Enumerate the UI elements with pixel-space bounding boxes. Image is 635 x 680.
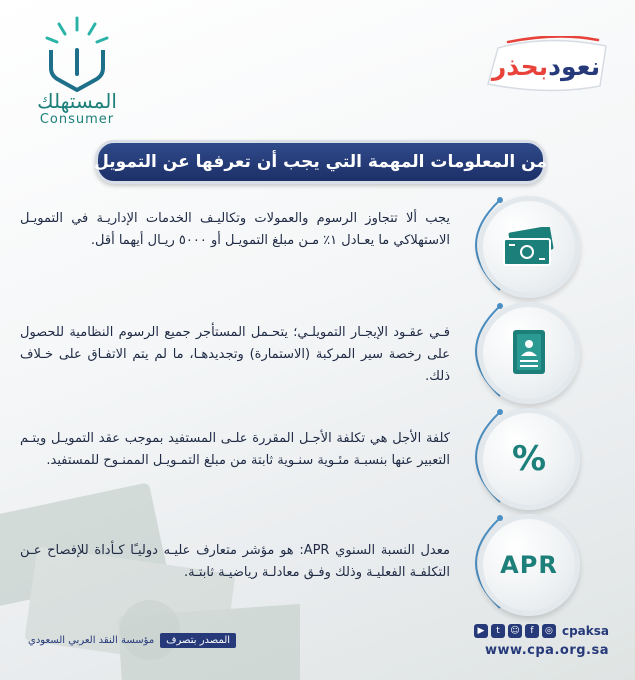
money-icon-circle <box>478 196 580 298</box>
twitter-icon[interactable]: t <box>491 624 505 638</box>
document-icon-circle <box>478 302 580 404</box>
source-credit <box>22 630 236 650</box>
snapchat-icon[interactable]: ☺ <box>508 624 522 638</box>
campaign-word-2: بحذر <box>491 51 549 81</box>
percent-icon: % <box>511 439 547 479</box>
consumer-emblem-icon <box>37 14 117 94</box>
title-banner <box>95 140 546 184</box>
item-text-1: يجب ألا تتجاوز الرسوم والعمولات وتكاليـف الخدمات الإداريـة في التمويـل الاستهلاكي ما يعـادل ١٪ مـن مبلغ التمويـل أو ٥٠٠٠ ريـال أيهما أقل. <box>20 211 450 248</box>
social-links <box>474 622 609 640</box>
consumer-english-name: Consumer <box>39 112 115 127</box>
social-handle[interactable]: cpaksa <box>561 624 609 638</box>
source-label: المصدر بتصرف <box>160 633 236 648</box>
instagram-icon[interactable]: ◎ <box>542 624 556 638</box>
source-organization: مؤسسة النقد العربي السعودي <box>28 634 155 646</box>
youtube-icon[interactable]: ▶ <box>474 624 488 638</box>
consumer-arabic-name: المستهلك <box>37 89 117 113</box>
document-icon <box>509 328 549 378</box>
campaign-wordmark <box>484 46 608 86</box>
apr-icon-circle <box>478 514 580 616</box>
money-icon <box>502 227 556 267</box>
website-link[interactable]: www.cpa.org.sa <box>485 643 609 658</box>
campaign-logo <box>478 36 613 94</box>
percent-icon-circle <box>478 408 580 510</box>
apr-icon: APR <box>500 551 558 579</box>
facebook-icon[interactable]: f <box>525 624 539 638</box>
campaign-word-1: نعود <box>548 51 601 81</box>
item-text-3: كلفة الأجل هي تكلفة الأجـل المقررة علـى المستفيد بموجب عقد التمويـل ويتـم التعبير عنها بنسبـة مئـوية سنـوية ثابتة من مبلغ التمـويـل الممنـوح للمستفيد. <box>20 431 450 468</box>
page-title: من المعلومات المهمة التي يجب أن تعرفها عن التمويل <box>94 152 547 172</box>
consumer-logo <box>22 14 132 127</box>
item-text-4: معدل النسبة السنوي APR: هو مؤشر متعارف عليـه دوليـًا كـأداة للإفصاح عـن التكلفـة الفعليـة وذلك وفـق معادلـة رياضيـة ثابتـة. <box>20 543 450 580</box>
item-text-2: فـي عقـود الإيجـار التمويلـي؛ يتحـمل المستأجر جميع الرسوم النظامية للحصول على رخصة سير المركبة (الاستمارة) وتجديدهـا، ما لم يتم الاتفـاق على خـلاف ذلك. <box>20 325 450 384</box>
